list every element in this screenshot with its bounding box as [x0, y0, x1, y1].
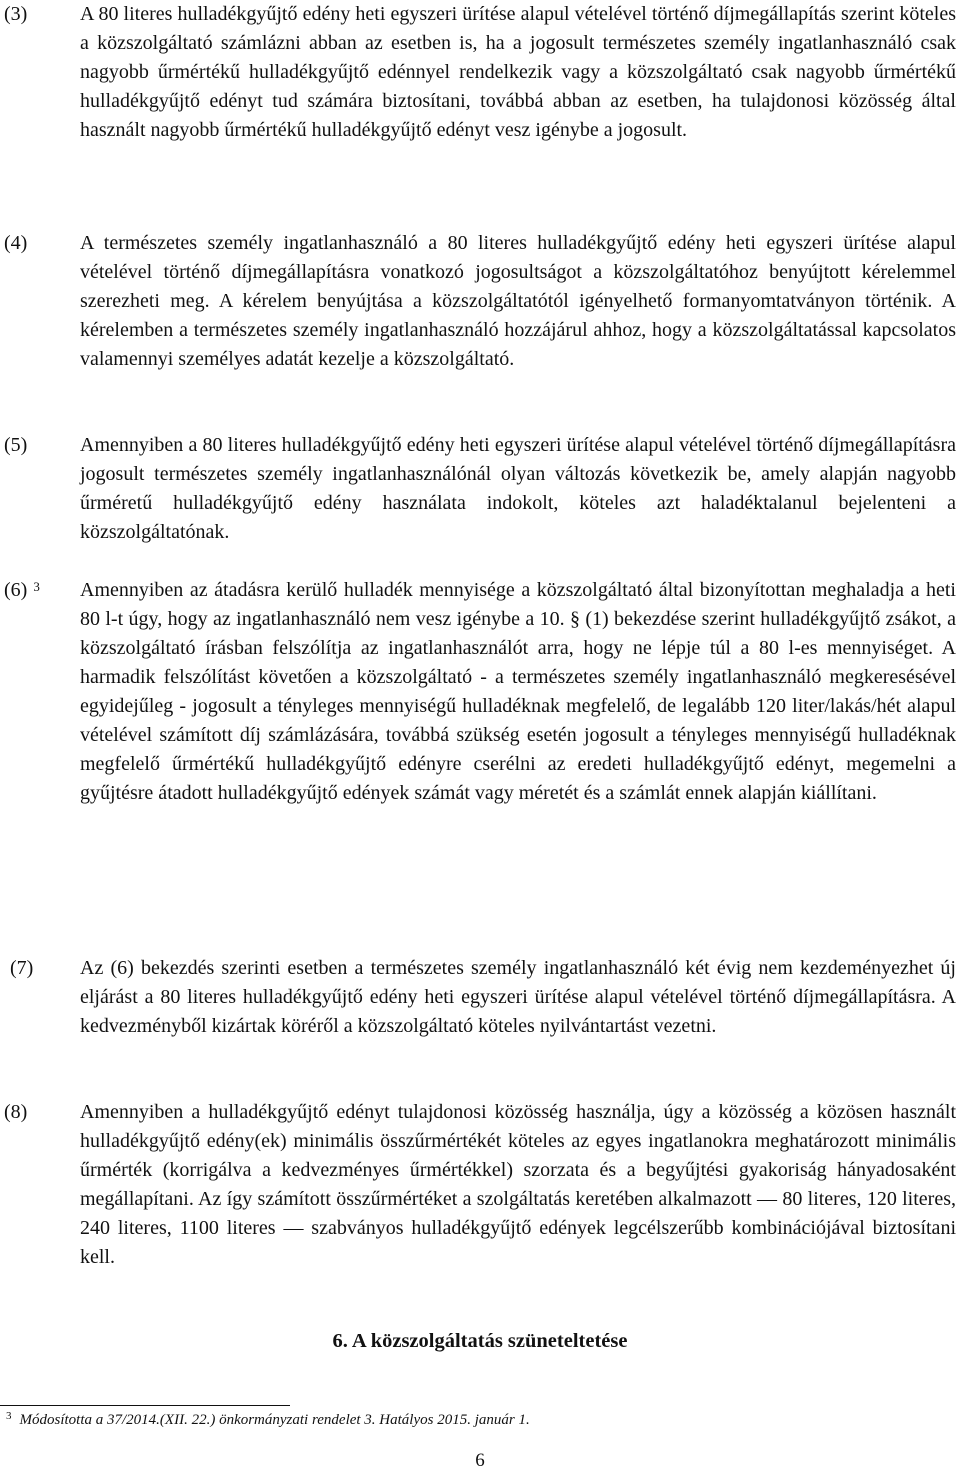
paragraph-text: A természetes személy ingatlanhasználó a 80 literes hulladékgyűjtő edény heti egyszeri ürítése alapul vételével történő díjmegállapításra vonatkozó jogosultságot a közszolgáltatóhoz benyújtott kérelemmel szerezheti meg. A kérelem benyújtása a közszolgáltatótól igényelhető formanyomtatványon történik. A kérelemben a természetes személy ingatlanhasználó hozzájárul ahhoz, hogy a közszolgáltatással kapcsolatos valamennyi személyes adatát kezelje a közszolgáltató.: [80, 232, 956, 370]
footnote: [6, 1412, 530, 1429]
footnote-reference[interactable]: 3: [33, 579, 40, 594]
paragraph-number: (7): [10, 957, 34, 979]
paragraph-number: (3): [4, 3, 28, 25]
paragraph-text: Amennyiben a 80 literes hulladékgyűjtő edény heti egyszeri ürítése alapul vételével történő díjmegállapításra jogosult természetes személy ingatlanhasználónál olyan változás következik be, amely alapján nagyobb űrméretű hulladékgyűjtő edény használata indokolt, köteles azt haladéktalanul bejelenteni a közszolgáltatónak.: [80, 434, 956, 543]
paragraph-text: Az (6) bekezdés szerinti esetben a természetes személy ingatlanhasználó két évig nem kezdeményezhet új eljárást a 80 literes hulladékgyűjtő edény heti egyszeri ürítése alapul vételével történő díjmegállapításra. A kedvezményből kizártak köréről a közszolgáltató köteles nyilvántartást vezetni.: [80, 957, 956, 1037]
paragraph-text: A 80 literes hulladékgyűjtő edény heti egyszeri ürítése alapul vételével történő díjmegállapítás szerint köteles a közszolgáltató számlázni abban az esetben is, ha a jogosult természetes személy ingatlanhasználó csak nagyobb űrmértékű hulladékgyűjtő edénnyel rendelkezik vagy a közszolgáltató csak nagyobb űrmértékű hulladékgyűjtő edényt tud számára biztosítani, továbbá abban az esetben, ha tulajdonosi közösség által használt nagyobb űrmértékű hulladékgyűjtő edényt vesz igénybe a jogosult.: [80, 3, 956, 141]
paragraph-text: Amennyiben az átadásra kerülő hulladék mennyisége a közszolgáltató által bizonyítottan meghaladja a heti 80 l-t úgy, hogy az ingatlanhasználó nem vesz igénybe a 10. § (1) bekezdése szerint hulladékgyűjtő zsákot, a közszolgáltató írásban felszólítja az ingatlanhasználót arra, hogy ne lépje túl a 80 l-es mennyiséget. A harmadik felszólítást követően a közszolgáltató - a természetes személy ingatlanhasználó megkeresésével egyidejűleg - jogosult a tényleges mennyiségű hulladéknak megfelelő, de legalább 120 liter/lakás/hét alapul vételével számított díj számlázására, továbbá szükség esetén jogosult a tényleges mennyiségű hulladéknak megfelelő űrmértékű hulladékgyűjtő edényre cserélni az eredeti hulladékgyűjtő edényt, megemelni a gyűjtésre átadott hulladékgyűjtő edények számát vagy méretét és a számlát ennek alapján kiállítani.: [80, 579, 956, 804]
paragraph-number: (5): [4, 434, 28, 456]
paragraph-number: (6) $^3$: [4, 579, 40, 601]
section-heading: 6. A közszolgáltatás szüneteltetése: [332, 1330, 628, 1352]
page-number: 6: [475, 1450, 485, 1471]
footnote-text: Módosította a 37/2014.(XII. 22.) önkormányzati rendelet 3. Hatályos 2015. január 1.: [19, 1412, 530, 1428]
paragraph-text: Amennyiben a hulladékgyűjtő edényt tulajdonosi közösség használja, úgy a közösség a közösen használt hulladékgyűjtő edény(ek) minimális összűrmértékét köteles az egyes ingatlanokra meghatározott minimális űrmérték (korrigálva a kedvezményes űrmértékkel) szorzata és a begyűjtési gyakoriság hányadosaként megállapítani. Az így számított összűrmértéket a szolgáltatás keretében alkalmazott — 80 literes, 120 literes, 240 literes, 1100 literes — szabványos hulladékgyűjtő edények legcélszerűbb kombinációjával biztosítani kell.: [80, 1101, 956, 1268]
paragraph-number: (8): [4, 1101, 28, 1123]
paragraph-number: (4): [4, 232, 28, 254]
footnote-divider: [0, 1405, 290, 1406]
footnote-marker: 3: [6, 1410, 12, 1422]
